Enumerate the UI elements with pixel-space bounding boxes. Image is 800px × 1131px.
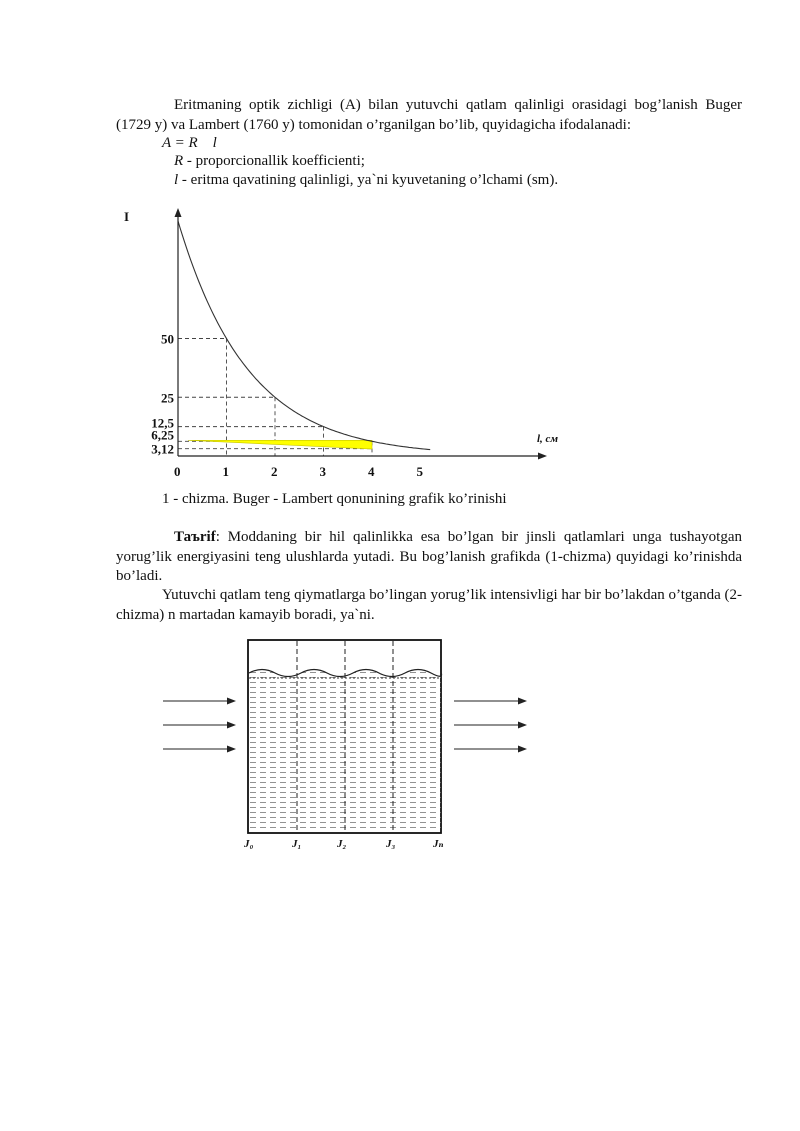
chart-y-tick-label: 3,12 bbox=[151, 441, 174, 457]
intro-paragraph: Eritmaning optik zichligi (A) bilan yutuvchi qatlam qalinligi orasidagi bog’lanish Buger (1729 y) va Lambert (1760 y) tomonidan o’rganilgan bo’lib, quyidagicha ifodalanadi: bbox=[116, 97, 742, 133]
outgoing-light-arrows bbox=[454, 698, 527, 753]
chart-x-tick-label: 2 bbox=[271, 464, 278, 479]
chart-y-tick-label: 50 bbox=[161, 331, 174, 347]
formula: A = R l bbox=[162, 135, 217, 151]
chart-x-tick-label: 3 bbox=[319, 464, 326, 479]
chart-y-tick-label: 25 bbox=[161, 390, 174, 406]
chart-x-tick-label: 0 bbox=[174, 464, 181, 479]
incoming-light-arrows bbox=[163, 698, 236, 753]
label-j1: J₁ bbox=[292, 838, 302, 850]
paragraph-2: Yutuvchi qatlam teng qiymatlarga bo’lingan yorug’lik intensivligi har bir bo’lakdan o’tganda (2- chizma) n martadan kamayib boradi, ya`ni. bbox=[116, 587, 742, 623]
definition-l-symbol: l bbox=[174, 172, 179, 188]
label-j2: J₂ bbox=[337, 838, 347, 850]
definition-r-text: - proporcionallik koefficienti; bbox=[183, 153, 365, 169]
chart-x-tick-label: 5 bbox=[416, 464, 423, 479]
chart-y-tick-label: 12,5 bbox=[151, 415, 174, 431]
label-jn: Jₙ bbox=[433, 838, 444, 850]
definition-r-symbol: R bbox=[174, 153, 184, 169]
chart-y-tick-label: 6,25 bbox=[151, 427, 174, 443]
definition-label: Таъrif bbox=[174, 529, 216, 545]
label-j3: J₃ bbox=[386, 838, 396, 850]
definition-l-text: - eritma qavatining qalinligi, ya`ni kyuvetaning o’lchami (sm). bbox=[178, 172, 559, 188]
figure-1-caption: 1 - chizma. Buger - Lambert qonunining grafik ko’rinishi bbox=[162, 491, 507, 507]
definition-text: : Moddaning bir hil qalinlikka esa bo’lgan bir jinsli qatlamlari unga tushayotgan yorug’lik energiyasini teng ulushlarda yutadi. Bu bog’lanish grafikda (1-chizma) quyidagi ko’rinishda bo’ladi. bbox=[116, 529, 742, 584]
chart-y-axis-label: I bbox=[124, 209, 130, 224]
chart-x-tick-label: 4 bbox=[368, 464, 375, 479]
chart-x-tick-label: 1 bbox=[222, 464, 229, 479]
label-j0: J₀ bbox=[244, 838, 254, 850]
chart-x-axis-label: l, см bbox=[537, 433, 558, 445]
